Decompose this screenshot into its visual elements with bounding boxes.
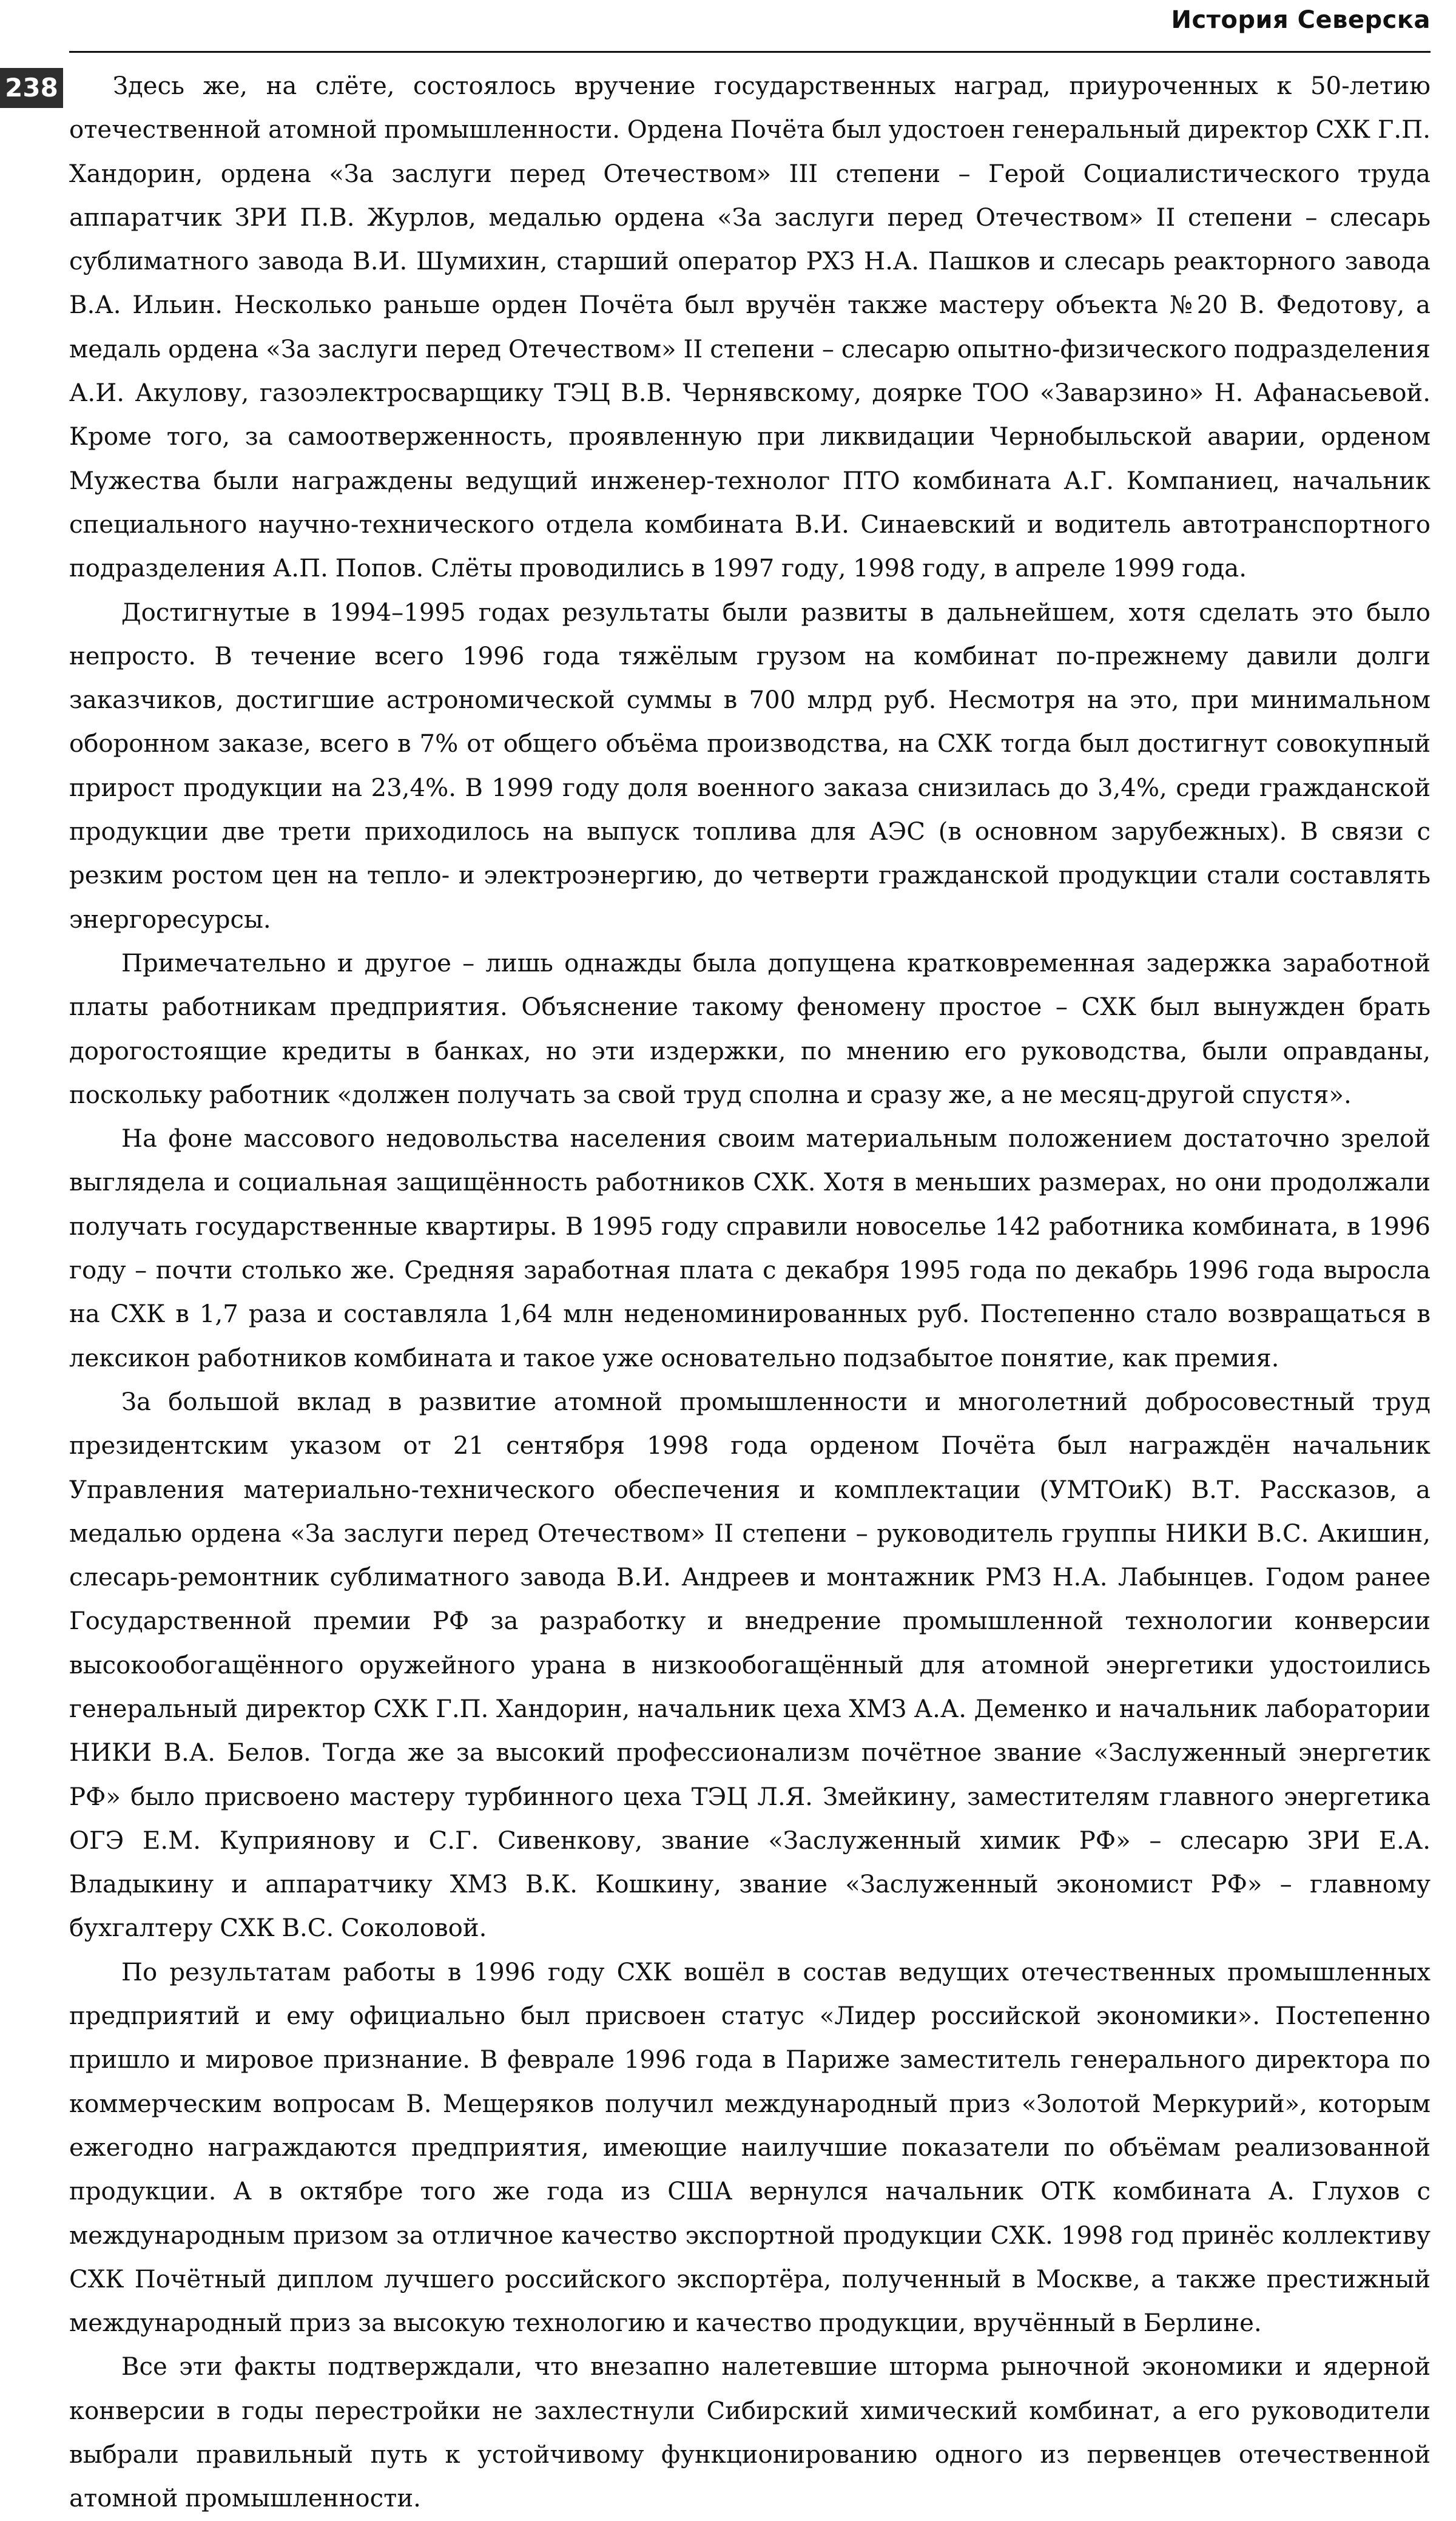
paragraph-awards-rally: Здесь же, на слёте, состоялось вручение государственных наград, приуроченных к 50-летию отечественной атомной промышленности. Ордена Почёта был удостоен генеральный директор СХК Г.П. Хандорин, ордена «За заслуги перед Отечеством» III степени – Герой Социалистического труда аппаратчик ЗРИ П.В. Журлов, медалью ордена «За заслуги перед Отечеством» II степени – слесарь сублиматного завода В.И. Шумихин, старший оператор РХЗ Н.А. Пашков и слесарь реакторного завода В.А. Ильин. Несколько раньше орден Почёта был вручён также мастеру объекта №20 В. Федотову, а медаль ордена «За заслуги перед Отечеством» II степени – слесарю опытно-физического подразделения А.И. Акулову, газоэлектросварщику ТЭЦ В.В. Чернявскому, доярке ТОО «Заварзино» Н. Афанасьевой. Кроме того, за самоотверженность, проявленную при ликвидации Чернобыльской аварии, орденом Мужества были награждены ведущий инженер-технолог ПТО комбината А.Г. Компаниец, начальник специального научно-технического отдела комбината В.И. Синаевский и водитель автотранспортного подразделения А.П. Попов. Слёты проводились в 1997 году, 1998 году, в апреле 1999 года. [69, 72, 1431, 583]
body-text [69, 64, 1431, 2521]
page-number: 238 [0, 68, 63, 108]
paragraph-social-security: На фоне массового недовольства населения своим материальным положением достаточно зрелой выглядела и социальная защищённость работников СХК. Хотя в меньших размерах, но они продолжали получать государственные квартиры. В 1995 году справили новоселье 142 работника комбината, в 1996 году – почти столько же. Средняя заработная плата с декабря 1995 года по декабрь 1996 года выросла на СХК в 1,7 раза и составляла 1,64 млн неденоминированных руб. Постепенно стало возвращаться в лексикон работников комбината и такое уже основательно подзабытое понятие, как премия. [69, 1125, 1431, 1372]
header-rule [69, 51, 1431, 53]
paragraph-conclusion: Все эти факты подтверждали, что внезапно налетевшие шторма рыночной экономики и ядерной конверсии в годы перестройки не захлестнули Сибирский химический комбинат, а его руководители выбрали правильный путь к устойчивому функционированию одного из первенцев отечественной атомной промышленности. [69, 2353, 1431, 2513]
paragraph-international-recognition: По результатам работы в 1996 году СХК вошёл в состав ведущих отечественных промышленных предприятий и ему официально был присвоен статус «Лидер российской экономики». Постепенно пришло и мировое признание. В феврале 1996 года в Париже заместитель генерального директора по коммерческим вопросам В. Мещеряков получил международный приз «Золотой Меркурий», которым ежегодно награждаются предприятия, имеющие наилучшие показатели по объёмам реализованной продукции. А в октябре того же года из США вернулся начальник ОТК комбината А. Глухов с международным призом за отличное качество экспортной продукции СХК. 1998 год принёс коллективу СХК Почётный диплом лучшего российского экспортёра, полученный в Москве, а также престижный международный приз за высокую технологию и качество продукции, вручённый в Берлине. [69, 1958, 1431, 2338]
paragraph-state-awards: За большой вклад в развитие атомной промышленности и многолетний добросовестный труд президентским указом от 21 сентября 1998 года орденом Почёта был награждён начальник Управления материально-технического обеспечения и комплектации (УМТОиК) В.Т. Рассказов, а медалью ордена «За заслуги перед Отечеством» II степени – руководитель группы НИКИ В.С. Акишин, слесарь-ремонтник сублиматного завода В.И. Андреев и монтажник РМЗ Н.А. Лабынцев. Годом ранее Государственной премии РФ за разработку и внедрение промышленной технологии конверсии высокообогащённого оружейного урана в низкообогащённый для атомной энергетики удостоились генеральный директор СХК Г.П. Хандорин, начальник цеха ХМЗ А.А. Деменко и начальник лаборатории НИКИ В.А. Белов. Тогда же за высокий профессионализм почётное звание «Заслуженный энергетик РФ» было присвоено мастеру турбинного цеха ТЭЦ Л.Я. Змейкину, заместителям главного энергетика ОГЭ Е.М. Куприянову и С.Г. Сивенкову, звание «Заслуженный химик РФ» – слесарю ЗРИ Е.А. Владыкину и аппаратчику ХМЗ В.К. Кошкину, звание «Заслуженный экономист РФ» – главному бухгалтеру СХК В.С. Соколовой. [69, 1388, 1431, 1943]
running-head-title: История Северска [1171, 6, 1431, 34]
paragraph-wages: Примечательно и другое – лишь однажды была допущена кратковременная задержка заработной платы работникам предприятия. Объяснение такому феномену простое – СХК был вынужден брать дорогостоящие кредиты в банках, но эти издержки, по мнению его руководства, были оправданы, поскольку работник «должен получать за свой труд сполна и сразу же, а не месяц-другой спустя». [69, 949, 1431, 1109]
paragraph-production-results: Достигнутые в 1994–1995 годах результаты были развиты в дальнейшем, хотя сделать это было непросто. В течение всего 1996 года тяжёлым грузом на комбинат по-прежнему давили долги заказчиков, достигшие астрономической суммы в 700 млрд руб. Несмотря на это, при минимальном оборонном заказе, всего в 7% от общего объёма производства, на СХК тогда был достигнут совокупный прирост продукции на 23,4%. В 1999 году доля военного заказа снизилась до 3,4%, среди гражданской продукции две трети приходилось на выпуск топлива для АЭС (в основном зарубежных). В связи с резким ростом цен на тепло- и электроэнергию, до четверти гражданской продукции стали составлять энергоресурсы. [69, 598, 1431, 934]
